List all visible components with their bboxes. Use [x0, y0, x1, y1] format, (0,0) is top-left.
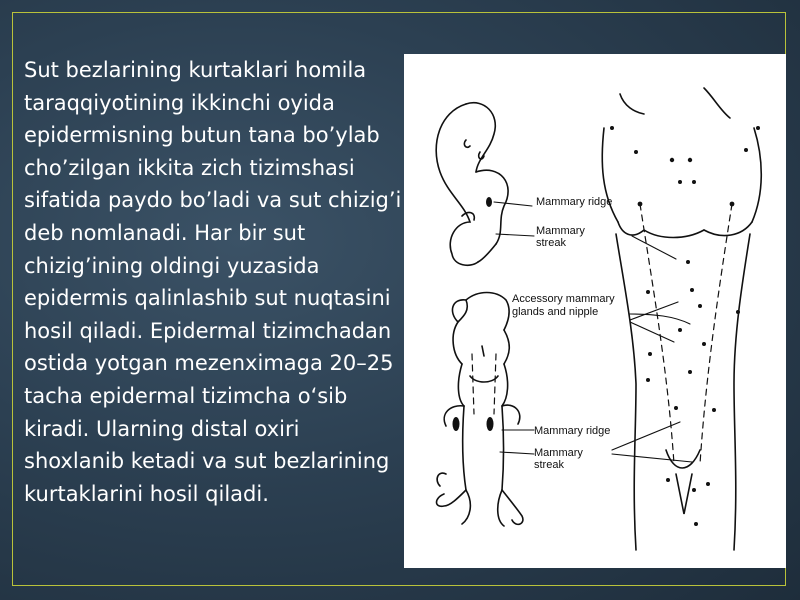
label-mammary-streak-bottom-line2: streak: [534, 459, 564, 471]
embryo-front-view: [437, 293, 523, 527]
label-mammary-ridge-bottom: Mammary ridge: [534, 425, 611, 437]
label-mammary-streak-top-line1: Mammary: [536, 225, 585, 237]
mammary-ridge-illustration: [404, 54, 786, 568]
label-mammary-streak-top-line2: streak: [536, 237, 566, 249]
label-accessory-line2: glands and nipple: [512, 306, 599, 318]
label-accessory-line1: Accessory mammary: [512, 293, 615, 305]
embryo-side-view: [436, 103, 508, 266]
torso-outline: [602, 88, 761, 550]
slide-body-text: Sut bezlarining kurtaklari homila taraqqiyotining ikkinchi oyida epidermisning butun tana bo’ylab cho’zilgan ikkita zich tizimshasi sifatida paydo bo’ladi va sut chizig’i deb nomlanadi. Har bir sut chizig’ining oldingi yuzasida epidermis qalinlashib sut nuqtasini hosil qiladi. Epidermal tizimchadan ostida yotgan mezenximaga 20–25 tacha epidermal tizimcha o‘sib kiradi. Ularning distal oxiri shoxlanib ketadi va sut bezlarining kurtaklarini hosil qiladi.: [24, 58, 402, 506]
label-mammary-streak-bottom-line1: Mammary: [534, 447, 583, 459]
label-mammary-ridge-top: Mammary ridge: [536, 196, 613, 208]
leader-lines: [494, 202, 692, 462]
